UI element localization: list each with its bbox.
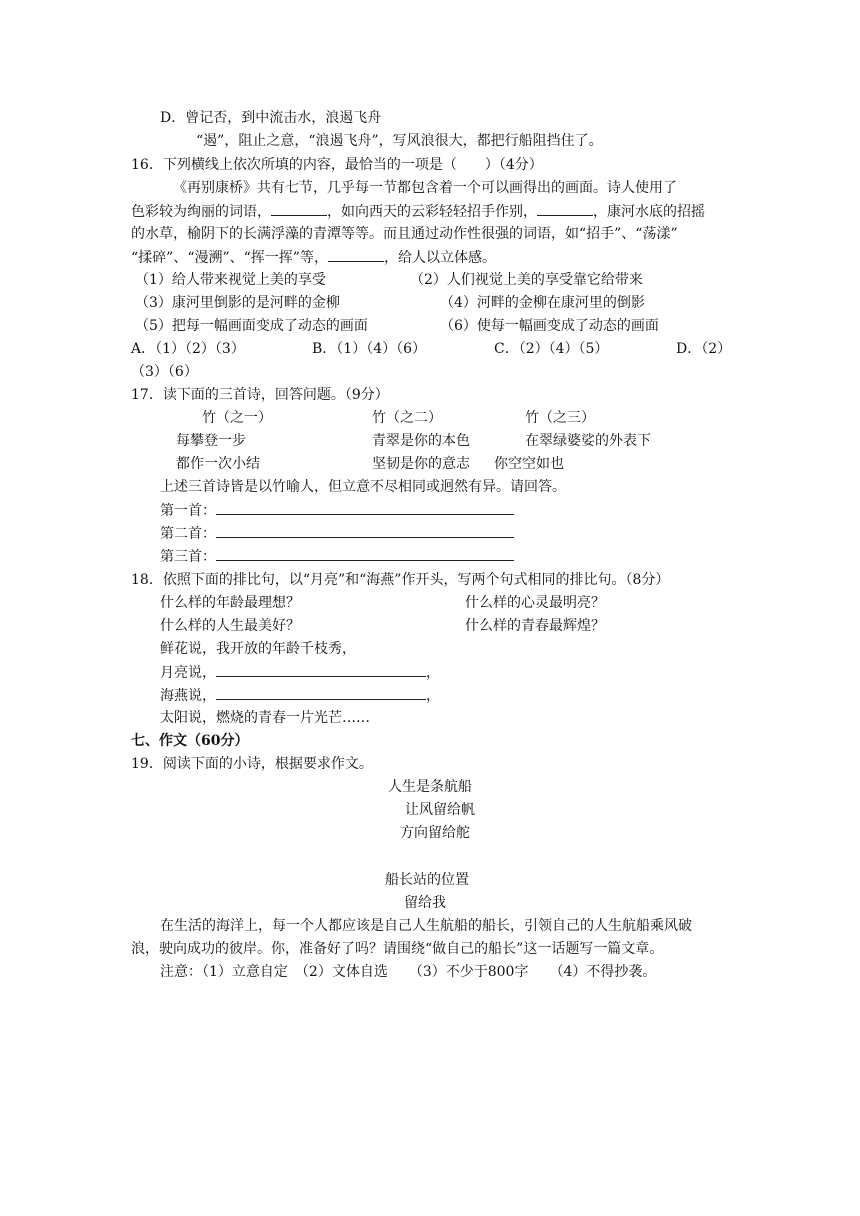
blank-3 — [328, 247, 384, 262]
answer-blank[interactable] — [216, 546, 514, 561]
q16-text: 色彩较为绚丽的词语， — [131, 204, 271, 220]
poem-title-2: 竹（之二） — [372, 410, 442, 426]
poem-title-1: 竹（之一） — [202, 410, 272, 426]
answer-blank[interactable] — [216, 500, 514, 515]
q16-choice-b: B．（1）（4）（6） — [312, 341, 427, 357]
answer-line-3 — [160, 546, 514, 567]
q19-stem: 19．阅读下面的小诗，根据要求作文。 — [131, 756, 373, 772]
q16-item-3: （3）康河里倒影的是河畔的金柳 — [135, 295, 340, 311]
poem-3-line-2: 你空空如也 — [494, 456, 564, 472]
q15-option-d-explanation: “遏”，阻止之意，“浪遏飞舟”，写风浪很大，都把行船阻挡住了。 — [196, 133, 603, 149]
q18-question-2: 什么样的人生最美好？ — [160, 618, 300, 634]
q16-paragraph-line1: 《再别康桥》共有七节，几乎每一节都包含着一个可以画得出的画面。诗人使用了 — [173, 180, 677, 196]
q16-paragraph-line2 — [131, 201, 705, 222]
poem-line-3: 方向留给舵 — [400, 825, 470, 841]
answer-line-2 — [160, 523, 514, 544]
q17-stem: 17．读下面的三首诗，回答问题。（9分） — [131, 387, 389, 403]
swallow-sentence — [160, 685, 440, 706]
poem-1-line-2: 都作一次小结 — [176, 456, 260, 472]
q16-stem: 16．下列横线上依次所填的内容，最恰当的一项是（ ）（4分） — [131, 157, 543, 173]
q16-paragraph-line4 — [131, 247, 496, 268]
comma: ， — [426, 688, 440, 704]
poem-line-1: 人生是条航船 — [388, 779, 472, 795]
answer-label: 第三首： — [160, 549, 216, 565]
poem-line-2: 让风留给帆 — [405, 802, 475, 818]
swallow-blank[interactable] — [216, 685, 426, 700]
section-7-heading: 七、作文（60分） — [131, 733, 249, 749]
q16-paragraph-line3: 的水草，榆阴下的长满浮藻的青潭等等。而且通过动作性很强的词语，如“招手”、“荡漾” — [131, 226, 678, 242]
q16-item-6: （6）使每一幅画变成了动态的画面 — [440, 318, 659, 334]
moon-sentence — [160, 662, 440, 683]
q16-choice-a: A．（1）（2）（3） — [131, 341, 245, 357]
answer-blank[interactable] — [216, 523, 514, 538]
q16-text: “揉碎”、“漫溯”、“挥一挥”等， — [131, 250, 328, 266]
poem-3-line-1: 在翠绿婆娑的外表下 — [525, 433, 651, 449]
q16-text: ，如向西天的云彩轻轻招手作别， — [327, 204, 537, 220]
answer-label: 第二首： — [160, 526, 216, 542]
poem-2-line-1: 青翠是你的本色 — [372, 433, 470, 449]
q16-choice-c: C．（2）（4）（5） — [494, 341, 609, 357]
poem-2-line-2: 坚韧是你的意志 — [372, 456, 470, 472]
essay-para-line2: 浪，驶向成功的彼岸。你，准备好了吗？请围绕“做自己的船长”这一话题写一篇文章。 — [131, 941, 664, 957]
q16-item-1: （1）给人带来视觉上美的享受 — [135, 272, 326, 288]
q18-stem: 18．依照下面的排比句，以“月亮”和“海燕”作开头，写两个句式相同的排比句。（8分） — [131, 572, 670, 588]
poem-1-line-1: 每攀登一步 — [176, 433, 246, 449]
poem-line-4: 船长站的位置 — [385, 872, 469, 888]
q16-item-2: （2）人们视觉上美的享受靠它给带来 — [410, 272, 643, 288]
q18-question-1: 什么样的年龄最理想？ — [160, 595, 300, 611]
q16-choice-d: D．（2） — [676, 341, 732, 357]
poem-line-5: 留给我 — [404, 895, 446, 911]
blank-1 — [271, 201, 327, 216]
q16-text: ，给人以立体感。 — [383, 250, 496, 266]
q18-question-4: 什么样的青春最辉煌？ — [465, 618, 605, 634]
q16-choice-d-cont: （3）（6） — [131, 364, 198, 380]
q17-prompt: 上述三首诗皆是以竹喻人，但立意不尽相同或迥然有异。请回答。 — [160, 479, 566, 495]
blank-2 — [537, 201, 593, 216]
swallow-label: 海燕说， — [160, 688, 216, 704]
q16-text: ，康河水底的招摇 — [593, 204, 705, 220]
moon-label: 月亮说， — [160, 665, 216, 681]
essay-para-line1: 在生活的海洋上，每一个人都应该是自己人生航船的船长，引领自己的人生航船乘风破 — [160, 918, 692, 934]
flower-sentence: 鲜花说，我开放的年龄千枝秀， — [160, 641, 356, 657]
q16-item-4: （4）河畔的金柳在康河里的倒影 — [440, 295, 645, 311]
essay-note: 注意：（1）立意自定 （2）文体自选 （3）不少于800字 （4）不得抄袭。 — [160, 964, 657, 980]
sun-sentence: 太阳说，燃烧的青春一片光芒…… — [160, 710, 370, 726]
comma: ， — [426, 665, 440, 681]
poem-title-3: 竹（之三） — [525, 410, 595, 426]
moon-blank[interactable] — [216, 662, 426, 677]
q18-question-3: 什么样的心灵最明亮？ — [465, 595, 605, 611]
answer-label: 第一首： — [160, 503, 216, 519]
answer-line-1 — [160, 500, 514, 521]
q16-item-5: （5）把每一幅画面变成了动态的画面 — [135, 318, 368, 334]
q15-option-d: D．曾记否，到中流击水，浪遏飞舟 — [160, 110, 382, 126]
